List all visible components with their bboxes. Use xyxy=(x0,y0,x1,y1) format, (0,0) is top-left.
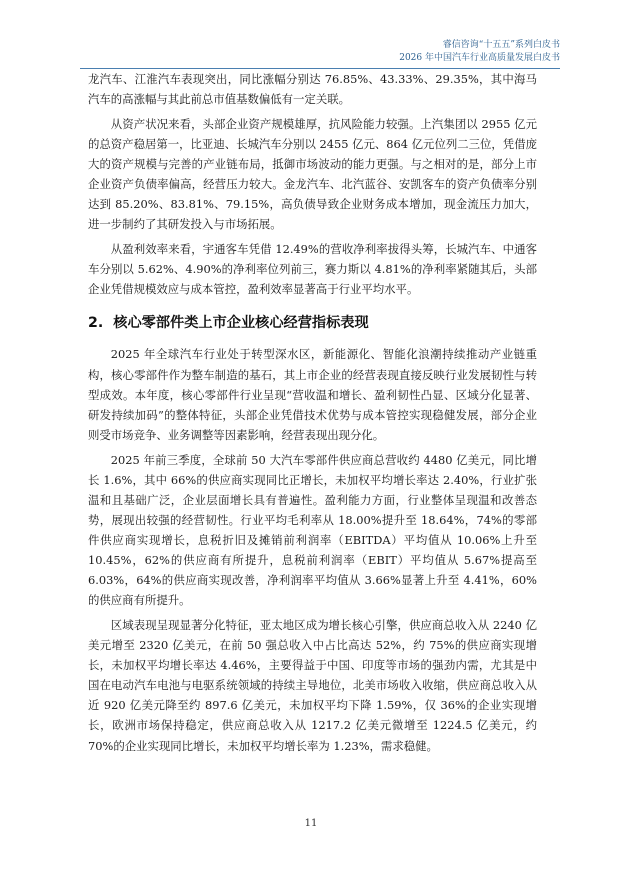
paragraph-industry-overview: 2025 年全球汽车行业处于转型深水区，新能源化、智能化浪潮持续推动产业链重构，核心零部件作为整车制造的基石，其上市企业的经营表现直接反映行业发展韧性与转型成效。本年度，核心零部件行业呈现“营收温和增长、盈利韧性凸显、区域分化显著、研发持续加码”的整体特征，头部企业凭借技术优势与成本管控实现稳健发展，部分企业则受市场竞争、业务调整等因素影响，经营表现出现分化。 xyxy=(88,347,537,442)
paragraph-continued: 龙汽车、江淮汽车表现突出，同比涨幅分别达 76.85%、43.33%、29.35%，其中海马汽车的高涨幅与其此前总市值基数偏低有一定关联。 xyxy=(88,72,537,107)
document-body xyxy=(88,69,537,760)
section-number: 2. xyxy=(88,315,104,332)
page-header xyxy=(399,39,560,65)
page-number: 11 xyxy=(304,818,318,829)
paragraph-profit-efficiency: 从盈利效率来看，宇通客车凭借 12.49%的营收净利率拔得头筹，长城汽车、中通客车分别以 5.62%、4.90%的净利率位列前三，赛力斯以 4.81%的净利率紧随其后，头部企业凭借规模效应与成本管控，盈利效率显著高于行业平均水平。 xyxy=(88,242,537,297)
section-title: 核心零部件类上市企业核心经营指标表现 xyxy=(113,315,369,332)
header-report-title: 2026 年中国汽车行业高质量发展白皮书 xyxy=(399,53,560,63)
paragraph-asset-status: 从资产状况来看，头部企业资产规模雄厚，抗风险能力较强。上汽集团以 2955 亿元的总资产稳居第一，比亚迪、长城汽车分别以 2455 亿元、864 亿元位列二三位，凭借庞大的资产规模与完善的产业链布局，抵御市场波动的能力更强。与之相对的是，部分上市企业资产负债率偏高，经营压力较大。金龙汽车、北汽蓝谷、安凯客车的资产负债率分别达到 85.20%、83.81%、79.15%，高负债导致企业财务成本增加，现金流压力加大，进一步制约了其研发投入与市场拓展。 xyxy=(88,116,537,232)
paragraph-revenue-profitability: 2025 年前三季度，全球前 50 大汽车零部件供应商总营收约 4480 亿美元，同比增长 1.6%，其中 66%的供应商实现同比正增长，未加权平均增长率达 2.40%，行业扩张温和且基础广泛，企业层面增长具有普遍性。盈利能力方面，行业整体呈现温和改善态势，展现出较强的经营韧性。行业平均毛利率从 18.00%提升至 18.64%，74%的零部件供应商实现增长，息税折旧及摊销前利润率（EBITDA）平均值从 10.06%上升至 10.45%，62%的供应商有所提升，息税前利润率（EBIT）平均值从 5.67%提高至 6.03%，64%的供应商实现改善，净利润率平均值从 3.66%显著上升至 4.41%，60%的供应商有所提升。 xyxy=(88,452,537,608)
header-series-title: 睿信咨询“十五五”系列白皮书 xyxy=(442,40,560,50)
section-heading xyxy=(88,313,537,333)
paragraph-regional-performance: 区域表现呈现显著分化特征，亚太地区成为增长核心引擎，供应商总收入从 2240 亿美元增至 2320 亿美元，在前 50 强总收入中占比高达 52%，约 75%的供应商实现增长，未加权平均增长率达 4.46%，主要得益于中国、印度等市场的强劲内需，尤其是中国在电动汽车电池与电驱系统领域的持续主导地位，北美市场收入收缩，供应商总收入从近 920 亿美元降至约 897.6 亿美元，未加权平均下降 1.59%，仅 36%的企业实现增长，欧洲市场保持稳定，供应商总收入从 1217.2 亿美元微增至 1224.5 亿美元，约 70%的企业实现同比增长，未加权平均增长率为 1.23%，需求稳健。 xyxy=(88,618,537,753)
